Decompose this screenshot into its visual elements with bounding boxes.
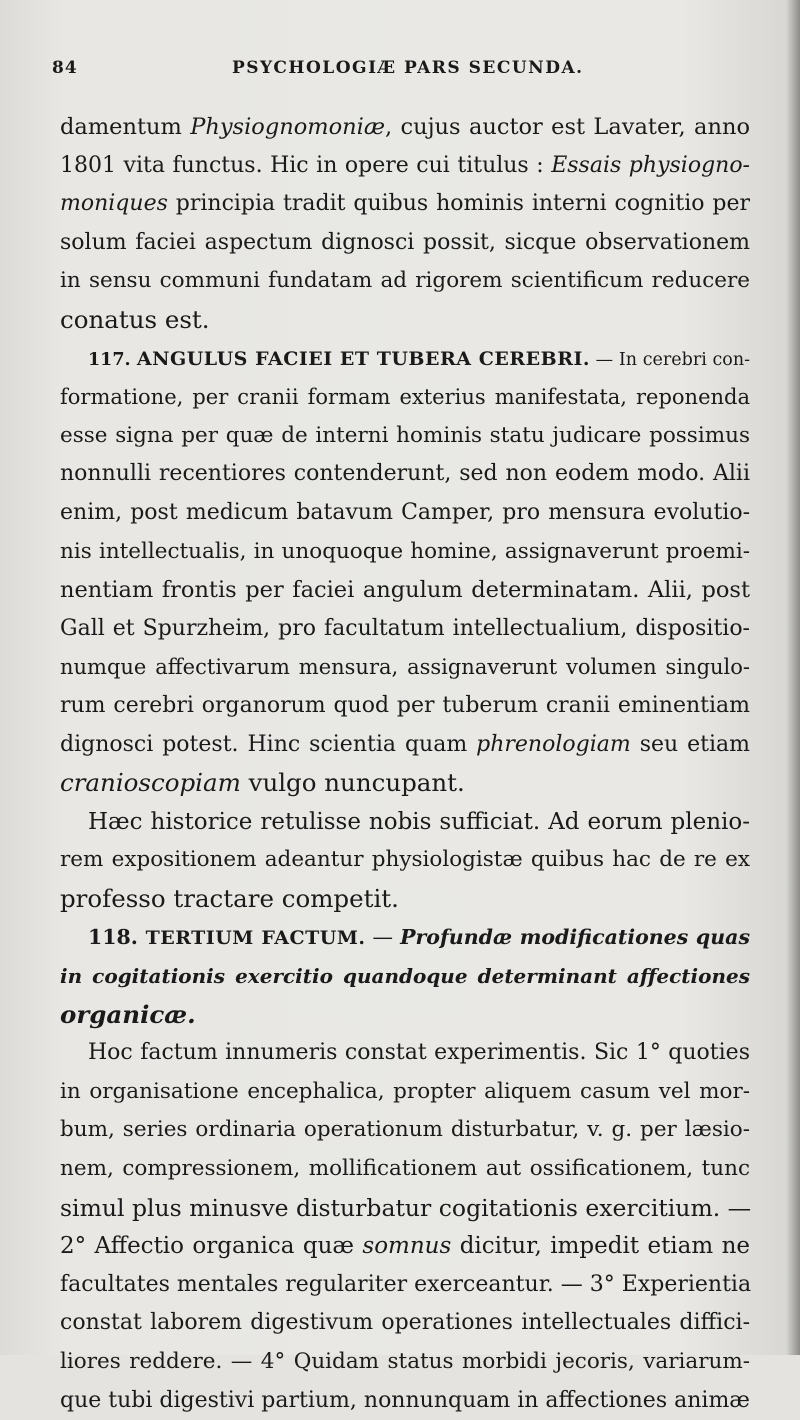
text-line: moniques principia tradit quibus hominis interni cognitio per <box>60 191 750 217</box>
text-line: cranioscopiam vulgo nuncupant. <box>60 768 465 798</box>
text-line: Hæc historice retulisse nobis sufficiat. Ad eorum plenio- <box>88 808 750 835</box>
text-line: facultates mentales regulariter exerceantur. — 3° Experientia <box>60 1271 752 1297</box>
text-line: numque affectivarum mensura, assignaverunt volumen singulo- <box>60 655 750 680</box>
text-line: damentum Physiognomoniæ, cujus auctor est Lavater, anno <box>60 114 750 140</box>
text-line: que tubi digestivi partium, nonnunquam in affectiones animæ <box>60 1387 750 1413</box>
page-edge-shadow <box>786 0 800 1355</box>
text-line: rem expositionem adeantur physiologistæ quibus hac de re ex <box>60 847 750 873</box>
text-line: nentiam frontis per faciei angulum determinatam. Alii, post <box>60 577 750 604</box>
text-line: Gall et Spurzheim, pro facultatum intellectualium, dispositio- <box>60 615 750 641</box>
text-line: in sensu communi fundatam ad rigorem scientificum reducere <box>60 268 750 294</box>
text-line: nem, compressionem, mollificationem aut ossificationem, tunc <box>60 1156 750 1182</box>
running-title: PSYCHOLOGIÆ PARS SECUNDA. <box>232 58 584 78</box>
text-line: professo tractare competit. <box>60 883 399 913</box>
text-line: 2° Affectio organica quæ somnus dicitur, impedit etiam ne <box>60 1233 751 1260</box>
text-line: simul plus minusve disturbatur cogitationis exercitium. — <box>60 1193 752 1222</box>
text-line: liores reddere. — 4° Quidam status morbidi jecoris, variarum- <box>60 1349 750 1374</box>
text-line: constat laborem digestivum operationes intellectuales diffici- <box>60 1310 750 1336</box>
text-line: bum, series ordinaria operationum disturbatur, v. g. per læsio- <box>60 1117 750 1143</box>
text-line: solum faciei aspectum dignosci possit, sicque observationem <box>60 229 750 255</box>
text-line: nonnulli recentiores contenderunt, sed non eodem modo. Alii <box>60 461 750 487</box>
section-heading-117: 117. ANGULUS FACIEI ET TUBERA CEREBRI. — In cerebri con- <box>88 347 751 370</box>
text-line: Hoc factum innumeris constat experimentis. Sic 1° quoties <box>88 1040 750 1066</box>
text-line: in organisatione encephalica, propter aliquem casum vel mor- <box>60 1078 750 1104</box>
page-number: 84 <box>52 58 78 78</box>
text-line: esse signa per quæ de interni hominis statu judicare possimus <box>60 422 750 448</box>
text-line: organicæ. <box>60 999 196 1029</box>
page-header <box>52 58 752 92</box>
text-line: dignosci potest. Hinc scientia quam phrenologiam seu etiam <box>60 731 751 757</box>
text-line: enim, post medicum batavum Camper, pro mensura evolutio- <box>60 499 750 525</box>
text-line: rum cerebri organorum quod per tuberum cranii eminentiam <box>60 692 750 718</box>
text-line: nis intellectualis, in unoquoque homine, assignaverunt proemi- <box>60 538 750 564</box>
text-line: 1801 vita functus. Hic in opere cui titulus : Essais physiogno- <box>60 152 750 178</box>
section-heading-118: 118. TERTIUM FACTUM. — Profundæ modificationes quas <box>88 925 750 950</box>
body-text <box>60 108 750 1420</box>
text-line: formatione, per cranii formam exterius manifestata, reponenda <box>60 385 750 410</box>
text-line: in cogitationis exercitio quandoque determinant affectiones <box>60 964 750 989</box>
text-line: conatus est. <box>60 304 210 334</box>
